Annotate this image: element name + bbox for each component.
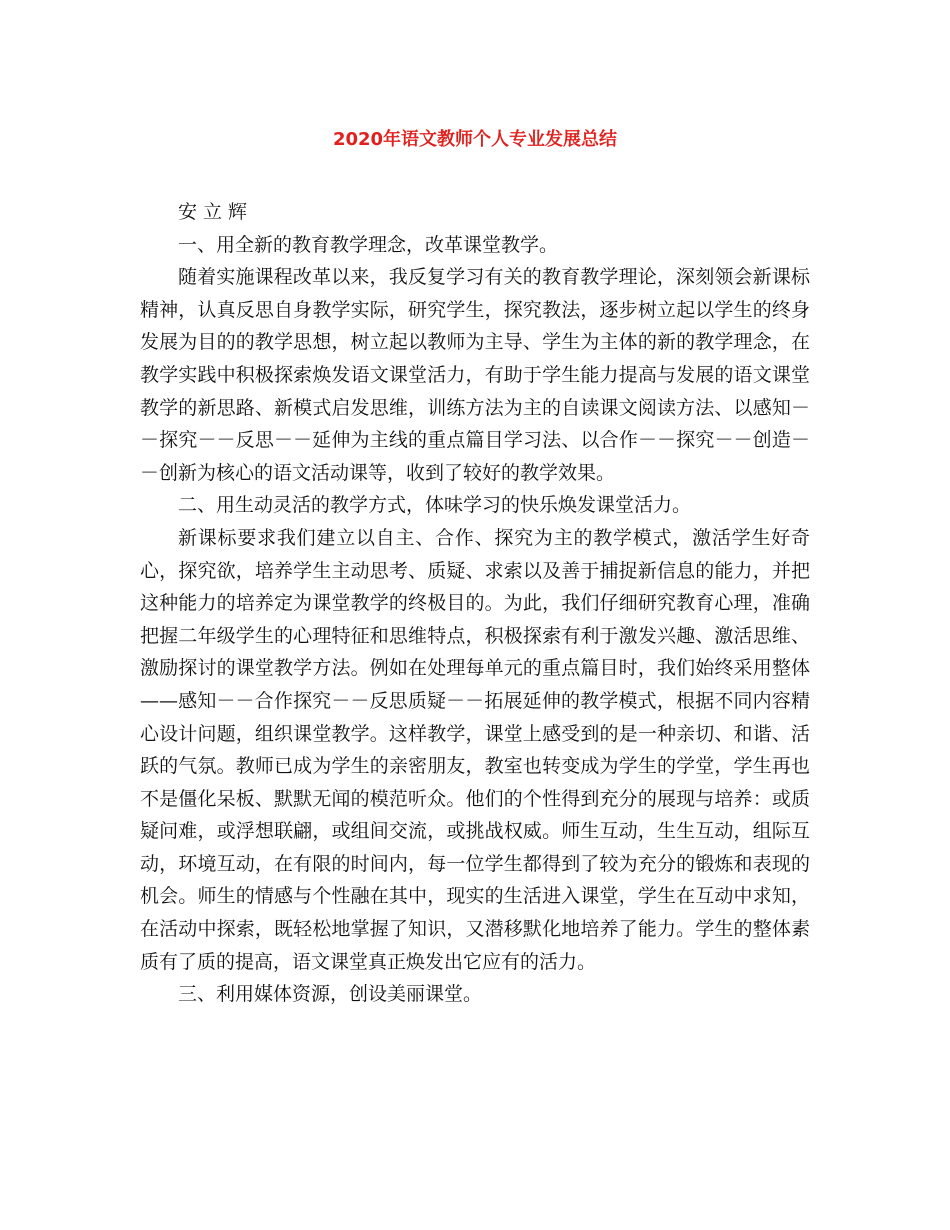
- author-name: 安立辉: [178, 201, 254, 223]
- body-paragraph-2: 新课标要求我们建立以自主、合作、探究为主的教学模式，激活学生好奇心，探究欲，培养学生主动思考、质疑、求索以及善于捕捉新信息的能力，并把这种能力的培养定为课堂教学的终极目的。为此，我们仔细研究教育心理，准确把握二年级学生的心理特征和思维特点，积极探索有利于激发兴趣、激活思维、激励探讨的课堂教学方法。例如在处理每单元的重点篇目时，我们始终采用整体 ——感知－－合作探究－－反思质疑－－拓展延伸的教学模式，根据不同内容精心设计问题，组织课堂教学。这样教学，课堂上感受到的是一种亲切、和谐、活跃的气氛。教师已成为学生的亲密朋友，教室也转变成为学生的学堂，学生再也不是僵化呆板、默默无闻的模范听众。他们的个性得到充分的展现与培养：或质疑问难，或浮想联翩，或组间交流，或挑战权威。师生互动，生生互动，组际互动，环境互动，在有限的时间内，每一位学生都得到了较为充分的锻炼和表现的机会。师生的情感与个性融在其中，现实的生活进入课堂，学生在互动中求知，在活动中探索，既轻松地掌握了知识，又潜移默化地培养了能力。学生的整体素质有了质的提高，语文课堂真正焕发出它应有的活力。: [140, 526, 810, 973]
- section-heading-3: 三、利用媒体资源，创设美丽课堂。: [178, 983, 483, 1006]
- document-title: 2020年语文教师个人专业发展总结: [332, 129, 618, 150]
- document-body: [140, 196, 810, 1011]
- body-paragraph-1: 随着实施课程改革以来，我反复学习有关的教育教学理论，深刻领会新课标精神，认真反思自身教学实际，研究学生，探究教法，逐步树立起以学生的终身发展为目的的教学思想，树立起以教师为主导、学生为主体的新的教学理念，在教学实践中积极探索焕发语文课堂活力，有助于学生能力提高与发展的语文课堂教学的新思路、新模式启发思维，训练方法为主的自读课文阅读方法、以感知－－探究－－反思－－延伸为主线的重点篇目学习法、以合作－－探究－－创造－－创新为核心的语文活动课等，收到了较好的教学效果。: [140, 266, 810, 484]
- section-heading-2: 二、用生动灵活的教学方式，体味学习的快乐焕发课堂活力。: [178, 494, 692, 517]
- section-heading-1: 一、用全新的教育教学理念，改革课堂教学。: [178, 233, 559, 256]
